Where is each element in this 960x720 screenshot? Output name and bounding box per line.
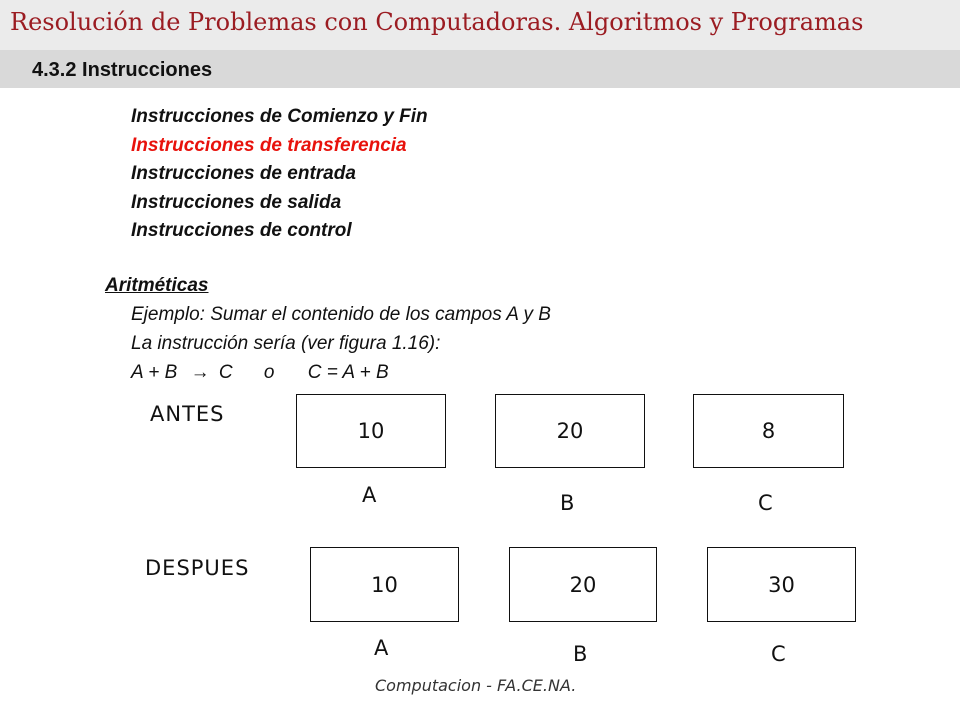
example-text: Ejemplo: Sumar el contenido de los campos A y B [131,304,551,325]
instruction-text: La instrucción sería (ver figura 1.16): [131,333,441,354]
slide-subtitle: 4.3.2 Instrucciones [32,59,213,81]
after-box-c: 30 [707,547,856,622]
list-item-highlighted: Instrucciones de transferencia [131,134,407,156]
instruction-types-list [131,103,428,246]
arrow-icon: → [190,362,210,383]
before-box-c: 8 [693,394,844,468]
before-letter-c: C [758,491,773,515]
before-box-a: 10 [296,394,446,468]
section-heading: Aritméticas [105,275,209,296]
after-box-a: 10 [310,547,459,622]
list-item: Instrucciones de entrada [131,163,356,184]
list-item: Instrucciones de control [131,220,352,241]
before-letter-b: B [560,491,575,515]
after-letter-b: B [573,642,588,666]
footer-text: Computacion - FA.CE.NA. [375,676,577,695]
formula-line [131,362,389,384]
before-box-b: 20 [495,394,645,468]
formula-left: A + B [131,362,178,383]
before-letter-a: A [362,483,377,507]
after-letter-a: A [374,636,389,660]
formula-or: o [263,362,275,383]
formula-right: C = A + B [307,362,389,383]
after-label: DESPUES [145,556,250,580]
after-box-b: 20 [509,547,657,622]
after-letter-c: C [771,642,786,666]
list-item: Instrucciones de salida [131,191,342,213]
list-item: Instrucciones de Comienzo y Fin [131,106,428,127]
slide-title: Resolución de Problemas con Computadoras. Algoritmos y Programas [10,8,864,36]
formula-mid: C [218,362,233,383]
before-label: ANTES [150,402,225,426]
